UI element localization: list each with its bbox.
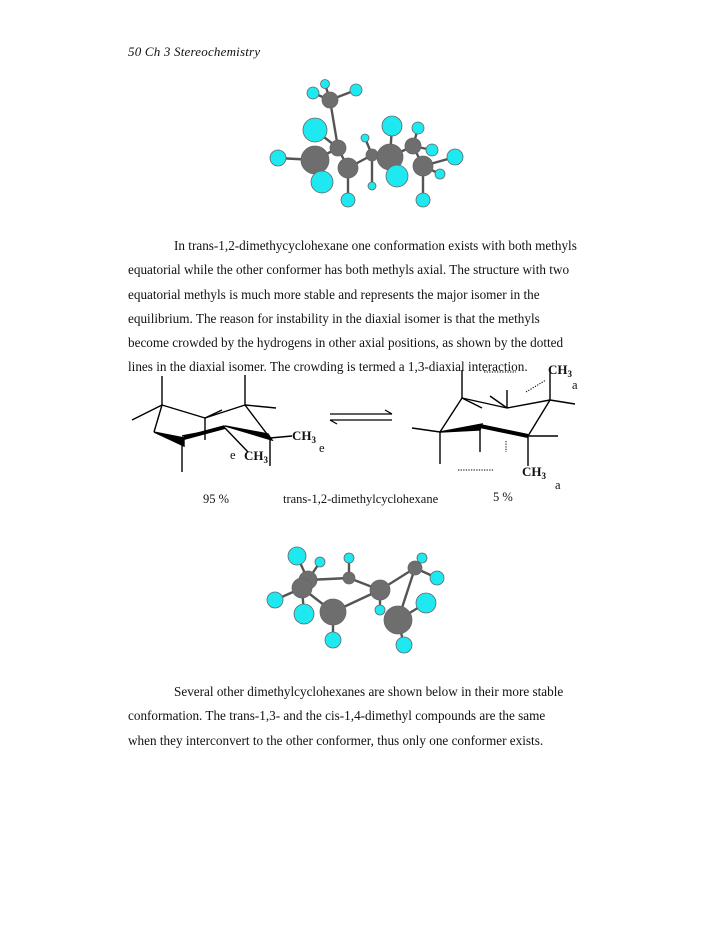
- chair-equatorial: [132, 375, 292, 472]
- ch3-axial-bottom: $CH_3$: [522, 464, 546, 481]
- axial-label: a: [572, 378, 578, 392]
- ch3-axial-top: $CH_3$: [548, 362, 572, 379]
- text-line: equatorial while the other conformer has both methyls axial. The structure with two: [128, 262, 570, 278]
- ch3-equatorial-right: $CH_3$: [292, 428, 316, 445]
- text-line: In trans-1,2-dimethycyclohexane one conformation exists with both methyls: [174, 238, 577, 253]
- paragraph-other-dimethylcyclohexanes: [128, 680, 602, 753]
- text-line: equilibrium. The reason for instability in the diaxial isomer is that the methyls: [128, 310, 540, 326]
- text-line: when they interconvert to the other conformer, thus only one conformer exists.: [128, 732, 544, 748]
- running-header: 50 Ch 3 Stereochemistry: [128, 44, 261, 59]
- left-percent: 95 %: [203, 492, 230, 506]
- text-line: Several other dimethylcyclohexanes are shown below in their more stable: [174, 684, 564, 699]
- text-line: lines in the diaxial isomer. The crowding is termed a 1,3-diaxial interaction.: [128, 359, 528, 375]
- atoms-bottom: [267, 547, 444, 653]
- crowding-dotted-lines: [458, 372, 546, 470]
- equatorial-label: e: [230, 448, 236, 462]
- paragraph-diaxial-explanation: [128, 234, 602, 380]
- text-line: conformation. The trans-1,3- and the cis-1,4-dimethyl compounds are the same: [128, 708, 546, 724]
- ch3-equatorial-left: $CH_3$: [244, 448, 268, 465]
- axial-label: a: [555, 478, 561, 492]
- equilibrium-arrows: [330, 410, 392, 424]
- text-line: become crowded by the hydrogens in other axial positions, as shown by the dotted: [128, 335, 564, 351]
- chair-axial: [412, 368, 575, 466]
- right-percent: 5 %: [493, 490, 513, 504]
- equatorial-label: e: [319, 441, 325, 455]
- compound-name: trans-1,2-dimethylcyclohexane: [283, 492, 439, 506]
- text-line: equatorial methyls is much more stable and represents the major isomer in the: [128, 286, 540, 302]
